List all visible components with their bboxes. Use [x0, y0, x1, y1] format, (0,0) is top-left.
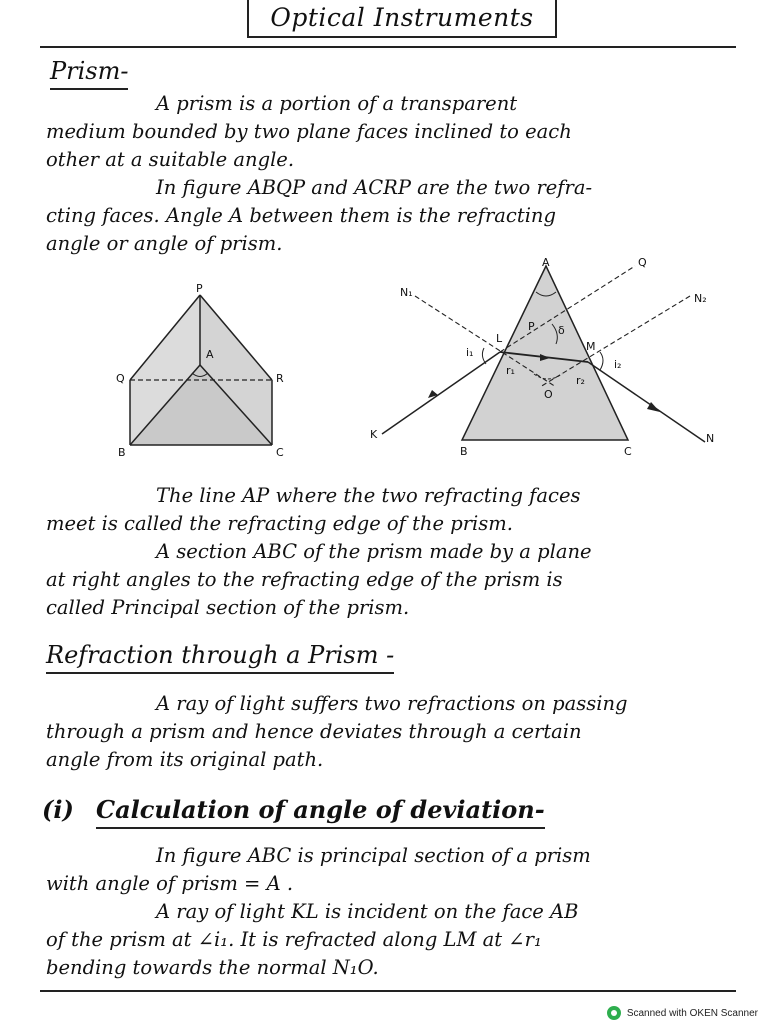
prism-heading: Prism-	[50, 56, 128, 90]
ray-label-p: P	[528, 320, 535, 333]
edge-line: meet is called the refracting edge of the prism.	[46, 512, 513, 535]
figure-line: In figure ABQP and ACRP are the two refra-	[156, 176, 593, 199]
definition-line: A prism is a portion of a transparent	[156, 92, 518, 115]
scanner-footer	[607, 1006, 758, 1020]
deviation-line: of the prism at ∠i₁. It is refracted along LM at ∠r₁	[46, 928, 542, 951]
label-p: P	[196, 282, 203, 295]
ray-label-m: M	[586, 340, 596, 353]
deviation-line: In figure ABC is principal section of a prism	[156, 844, 591, 867]
refraction-line: A ray of light suffers two refractions on passing	[156, 692, 628, 715]
ray-label-a: A	[542, 256, 550, 269]
ray-label-i2: i₂	[614, 358, 622, 371]
ray-label-n1: N₁	[400, 286, 413, 299]
refraction-heading: Refraction through a Prism -	[46, 640, 394, 674]
ray-label-b: B	[460, 445, 468, 458]
edge-line: called Principal section of the prism.	[46, 596, 410, 619]
label-r: R	[276, 372, 284, 385]
definition-line: medium bounded by two plane faces inclined to each	[46, 120, 572, 143]
refraction-line: through a prism and hence deviates through a certain	[46, 720, 582, 743]
definition-line: other at a suitable angle.	[46, 148, 295, 171]
ray-label-i1: i₁	[466, 346, 474, 359]
ray-label-delta: δ	[558, 324, 565, 337]
top-rule	[40, 46, 736, 48]
deviation-line: with angle of prism = A .	[46, 872, 294, 895]
deviation-line: A ray of light KL is incident on the face AB	[156, 900, 579, 923]
ray-label-q: Q	[638, 256, 647, 269]
label-q: Q	[116, 372, 125, 385]
deviation-number: (i)	[42, 795, 74, 824]
ray-label-k: K	[370, 428, 378, 441]
figure-line: cting faces. Angle A between them is the refracting	[46, 204, 556, 227]
refraction-paragraph	[46, 690, 736, 774]
deviation-paragraph	[46, 842, 736, 982]
refraction-line: angle from its original path.	[46, 748, 324, 771]
page-title: Optical Instruments	[247, 0, 557, 38]
label-b: B	[118, 446, 126, 459]
label-c: C	[276, 446, 284, 459]
deviation-heading: Calculation of angle of deviation-	[96, 795, 545, 829]
ray-label-c: C	[624, 445, 632, 458]
ray-label-l: L	[496, 332, 503, 345]
ray-label-r1: r₁	[506, 364, 515, 377]
prism-ray-diagram	[360, 252, 730, 462]
edge-paragraph	[46, 482, 736, 622]
ray-label-o: O	[544, 388, 553, 401]
prism-definition	[46, 90, 736, 258]
ray-label-r2: r₂	[576, 374, 585, 387]
ray-label-n2: N₂	[694, 292, 707, 305]
scanner-logo-icon	[607, 1006, 621, 1020]
prism-3d-diagram	[110, 280, 300, 460]
edge-line: at right angles to the refracting edge of the prism is	[46, 568, 563, 591]
edge-line: A section ABC of the prism made by a plane	[156, 540, 592, 563]
label-a: A	[206, 348, 214, 361]
scanner-text: Scanned with OKEN Scanner	[626, 1007, 758, 1019]
deviation-line: bending towards the normal N₁O.	[46, 956, 379, 979]
bottom-rule	[40, 990, 736, 992]
ray-label-n: N	[706, 432, 715, 445]
edge-line: The line AP where the two refracting faces	[156, 484, 581, 507]
figure-line: angle or angle of prism.	[46, 232, 283, 255]
